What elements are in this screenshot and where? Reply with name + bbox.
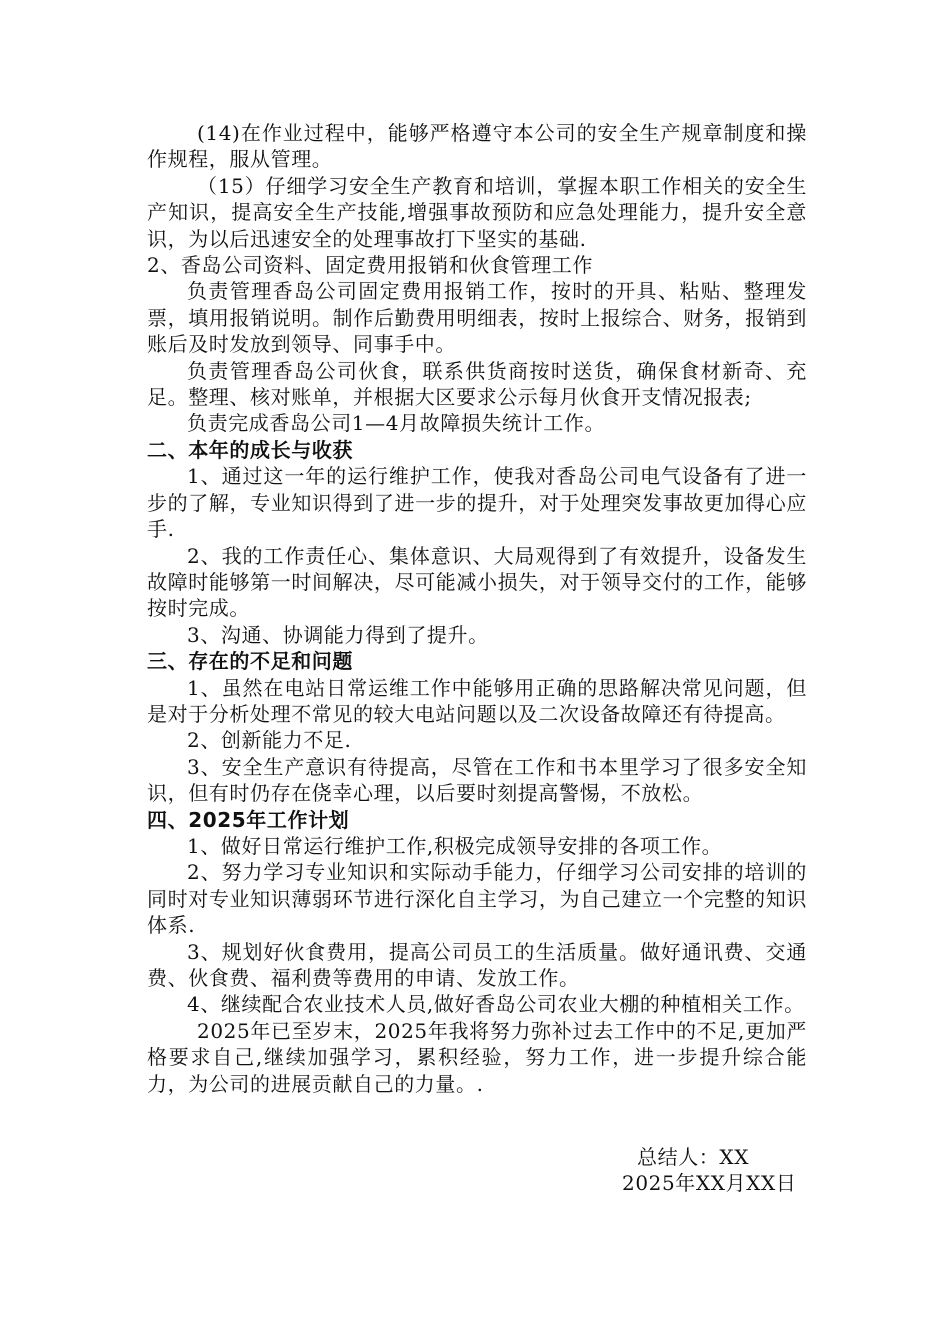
paragraph-item-15: （15）仔细学习安全生产教育和培训，掌握本职工作相关的安全生产知识，提高安全生产技能,增强事故预防和应急处理能力，提升安全意识，为以后迅速安全的处理事故打下坚实的基础.: [147, 173, 807, 251]
section-problems-heading: 三、存在的不足和问题: [147, 649, 353, 674]
signature-date: 2025年XX月XX日: [622, 1171, 797, 1195]
growth-item: 2、我的工作责任心、集体意识、大局观得到了有效提升，设备发生故障时能够第一时间解决，尽可能减小损失，对于领导交付的工作，能够按时完成。: [147, 543, 807, 621]
paragraph-expense-reimbursement: 负责管理香岛公司固定费用报销工作，按时的开具、粘贴、整理发票，填用报销说明。制作后勤费用明细表，按时上报综合、财务，报销到账后及时发放到领导、同事手中。: [147, 279, 807, 357]
plan-item: 1、做好日常运行维护工作,积极完成领导安排的各项工作。: [187, 833, 723, 858]
section-2-title: 2、香岛公司资料、固定费用报销和伙食管理工作: [147, 253, 593, 278]
problem-item: 2、创新能力不足.: [187, 728, 352, 753]
signature-name: 总结人：XX: [637, 1145, 750, 1169]
plan-item: 3、规划好伙食费用，提高公司员工的生活质量。做好通讯费、交通费、伙食费、福利费等费用的申请、发放工作。: [147, 939, 807, 990]
paragraph-item-14: (14)在作业过程中，能够严格遵守本公司的安全生产规章制度和操作规程，服从管理。: [147, 121, 807, 172]
plan-item: 4、继续配合农业技术人员,做好香岛公司农业大棚的种植相关工作。: [187, 992, 805, 1017]
closing-paragraph: 2025年已至岁末，2025年我将努力弥补过去工作中的不足,更加严格要求自己,继续加强学习，累积经验，努力工作，进一步提升综合能力，为公司的进展贡献自己的力量。.: [147, 1018, 807, 1096]
section-plan-heading: 四、2025年工作计划: [147, 807, 350, 832]
section-growth-heading: 二、本年的成长与收获: [147, 437, 353, 462]
paragraph-fault-statistics: 负责完成香岛公司1—4月故障损失统计工作。: [187, 411, 606, 436]
problem-item: 1、虽然在电站日常运维工作中能够用正确的思路解决常见问题，但是对于分析处理不常见的较大电站问题以及二次设备故障还有待提高。: [147, 675, 807, 726]
growth-item: 1、通过这一年的运行维护工作，使我对香岛公司电气设备有了进一步的了解，专业知识得到了进一步的提升，对于处理突发事故更加得心应手.: [147, 464, 807, 542]
growth-item: 3、沟通、协调能力得到了提升。: [187, 622, 489, 647]
plan-item: 2、努力学习专业知识和实际动手能力，仔细学习公司安排的培训的同时对专业知识薄弱环节进行深化自主学习，为自己建立一个完整的知识体系.: [147, 860, 807, 938]
paragraph-catering-management: 负责管理香岛公司伙食，联系供货商按时送货，确保食材新奇、充足。整理、核对账单，并根据大区要求公示每月伙食开支情况报表;: [147, 358, 807, 410]
document-body: [147, 120, 807, 1097]
problem-item: 3、安全生产意识有待提高，尽管在工作和书本里学习了很多安全知识，但有时仍存在侥幸心理，以后要时刻提高警惕，不放松。: [147, 754, 807, 806]
